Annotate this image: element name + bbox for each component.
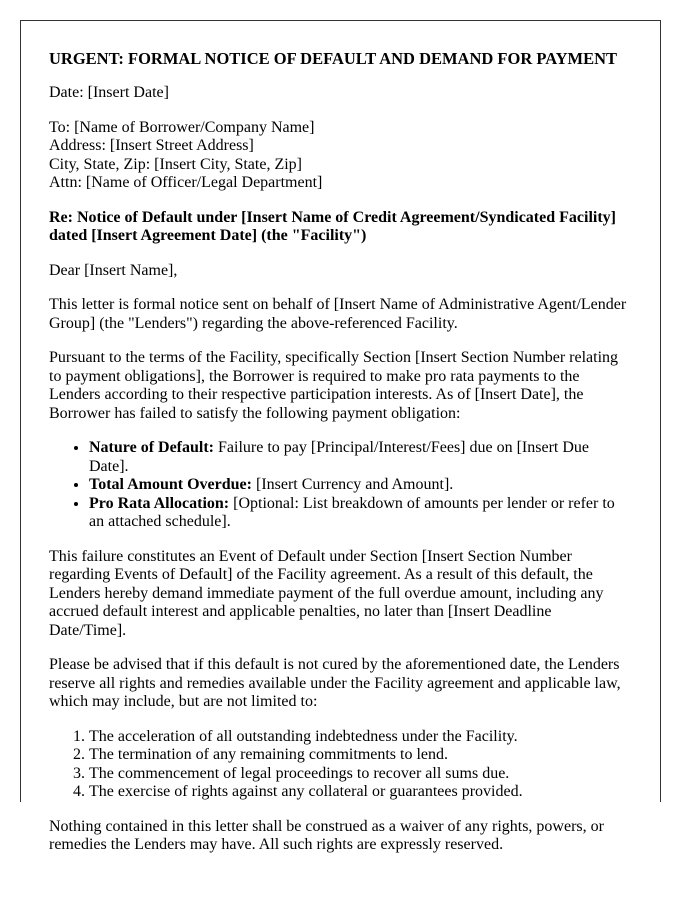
remedy-item: 3. The commencement of legal proceedings to recover all sums due. bbox=[89, 765, 632, 784]
letter-page bbox=[20, 20, 661, 853]
paragraph-event-of-default: This failure constitutes an Event of Default under Section [Insert Section Number regarding Events of Default] of the Facility agreement. As a result of this default, the Lenders hereby demand immediate payment of the full overdue amount, including any accrued default interest and applicable penalties, no later than [Insert Deadline Date/Time]. bbox=[49, 547, 604, 639]
recipient-attn: Attn: [Name of Officer/Legal Department] bbox=[49, 174, 323, 191]
subject-line: Re: Notice of Default under [Insert Name of Credit Agreement/Syndicated Facility] dated [Insert Agreement Date] (the "Facility") bbox=[49, 208, 616, 244]
paragraph-rights-reserved: Please be advised that if this default is not cured by the aforementioned date, the Lenders reserve all rights and remedies available under the Facility agreement and applicable law, which may include, but are not limited to: bbox=[49, 656, 621, 710]
default-detail-label: Total Amount Overdue: bbox=[89, 476, 252, 493]
paragraph-obligations: Pursuant to the terms of the Facility, specifically Section [Insert Section Number relating to payment obligations], the Borrower is required to make pro rata payments to the Lenders according to their respective participation interests. As of [Insert Date], the Borrower has failed to satisfy the following payment obligation: bbox=[49, 349, 619, 422]
recipient-block bbox=[49, 119, 632, 193]
letter-title: URGENT: FORMAL NOTICE OF DEFAULT AND DEMAND FOR PAYMENT bbox=[49, 49, 618, 68]
recipient-to: To: [Name of Borrower/Company Name] bbox=[49, 118, 315, 136]
remedy-item: 1. The acceleration of all outstanding indebtedness under the Facility. bbox=[89, 728, 632, 747]
default-detail-item bbox=[89, 476, 632, 495]
default-detail-text: [Insert Currency and Amount]. bbox=[251, 476, 454, 493]
salutation: Dear [Insert Name], bbox=[49, 261, 178, 279]
letter-content bbox=[21, 21, 660, 855]
default-detail-item bbox=[89, 439, 632, 476]
remedies-list bbox=[49, 728, 632, 802]
default-detail-label: Nature of Default: bbox=[89, 439, 215, 456]
default-detail-label: Pro Rata Allocation: bbox=[89, 494, 230, 512]
paragraph-no-waiver: Nothing contained in this letter shall be construed as a waiver of any rights, powers, or remedies the Lenders may have. All such rights are expressly reserved. bbox=[49, 817, 604, 853]
paragraph-intro: This letter is formal notice sent on behalf of [Insert Name of Administrative Agent/Lender Group] (the "Lenders") regarding the above-referenced Facility. bbox=[49, 296, 627, 332]
default-detail-item bbox=[89, 495, 632, 532]
default-detail-text: Failure to pay [Principal/Interest/Fees] due on [Insert Due Date]. bbox=[89, 439, 590, 475]
default-detail-text: [Optional: List breakdown of amounts per lender or refer to an attached schedule]. bbox=[89, 494, 615, 530]
remedy-item: 4. The exercise of rights against any collateral or guarantees provided. bbox=[89, 783, 632, 802]
default-details-list bbox=[49, 439, 632, 532]
recipient-city-state-zip: City, State, Zip: [Insert City, State, Zip] bbox=[49, 155, 302, 173]
date-line: Date: [Insert Date] bbox=[49, 84, 169, 101]
remedy-item: 2. The termination of any remaining commitments to lend. bbox=[89, 746, 632, 765]
recipient-address: Address: [Insert Street Address] bbox=[49, 137, 254, 154]
